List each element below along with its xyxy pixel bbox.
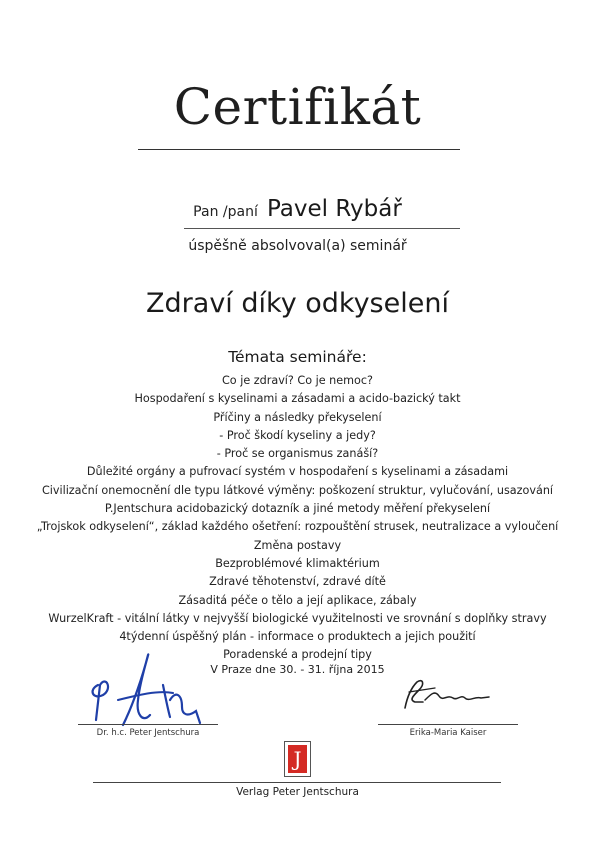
signature-stroke (93, 682, 108, 721)
recipient-prefix: Pan /paní (193, 204, 258, 220)
publisher-logo (284, 741, 311, 777)
topics-heading: Témata semináře: (228, 348, 367, 366)
topic-item: Zdravé těhotenství, zdravé dítě (209, 575, 386, 589)
recipient-line (0, 196, 595, 222)
signature-stroke (409, 688, 435, 692)
signer-name-left: Dr. h.c. Peter Jentschura (96, 728, 200, 738)
topic-item: Co je zdraví? Co je nemoc? (222, 374, 373, 387)
certificate-title: Certifikát (173, 78, 422, 136)
topic-item: WurzelKraft - vitální látky v nejvyšší biologické využitelnosti ve srovnání s doplňky stravy (48, 611, 547, 625)
signature-stroke (425, 693, 489, 700)
topic-item: Změna postavy (253, 538, 342, 552)
completion-text: úspěšně absolvoval(a) seminář (188, 238, 407, 254)
topic-item: Hospodaření s kyselinami a zásadami a acido-bazický takt (134, 392, 461, 406)
topic-item: 4týdenní úspěšný plán - informace o produktech a jejich použití (119, 630, 476, 644)
signature-stroke (163, 685, 200, 723)
recipient-name: Pavel Rybář (266, 196, 402, 222)
date-place: V Praze dne 30. - 31. října 2015 (210, 663, 385, 676)
footer-divider (93, 782, 501, 783)
seminar-title: Zdraví díky odkyselení (146, 288, 449, 319)
signature-stroke (405, 681, 423, 708)
topic-item: Poradenské a prodejní tipy (223, 648, 372, 662)
signature-right (395, 670, 495, 720)
topic-item: „Trojskok odkyselení“, základ každého ošetření: rozpouštění strusek, neutralizace a vyloučení (36, 520, 559, 534)
topic-item: Příčiny a následky překyselení (213, 410, 382, 424)
signature-line-left (78, 724, 218, 725)
title-divider (138, 149, 460, 150)
topic-item: Důležité orgány a pufrovací systém v hospodaření s kyselinami a zásadami (86, 465, 509, 479)
topic-item: Zásaditá péče o tělo a její aplikace, zábaly (178, 593, 417, 607)
topic-item: Civilizační onemocnění dle typu látkové výměny: poškození struktur, vylučování, usazování (41, 483, 554, 497)
signature-left (78, 645, 218, 735)
signature-stroke (123, 654, 150, 725)
topic-item: - Proč škodí kyseliny a jedy? (219, 428, 376, 442)
topics-list (0, 372, 595, 665)
topic-item: P.Jentschura acidobazický dotazník a jiné metody měření překyselení (104, 502, 491, 516)
recipient-underline (184, 228, 460, 229)
signer-name-right: Erika-Maria Kaiser (409, 728, 487, 738)
signature-line-right (378, 724, 518, 725)
logo-letter: J (288, 745, 307, 773)
topic-item: Bezproblémové klimaktérium (215, 556, 380, 570)
publisher-name: Verlag Peter Jentschura (236, 786, 359, 798)
topic-item: - Proč se organismus zanáší? (216, 447, 379, 461)
